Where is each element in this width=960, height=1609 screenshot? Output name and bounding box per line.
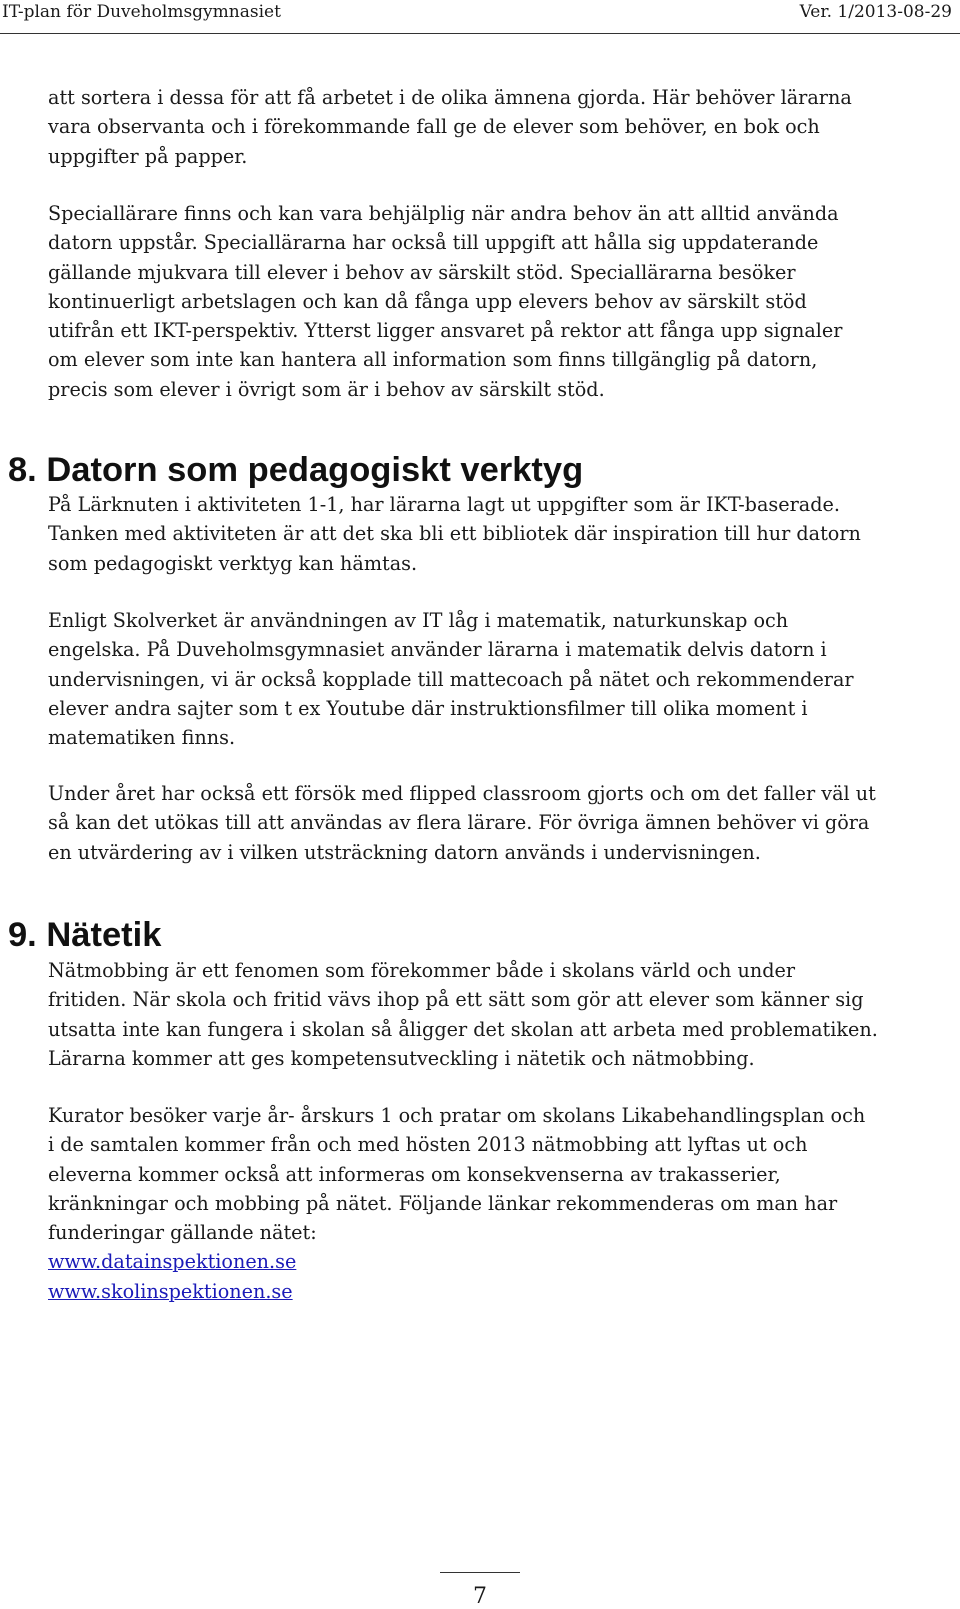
page-number: 7: [473, 1584, 487, 1609]
paragraph: att sortera i dessa för att få arbetet i de olika ämnena gjorda. Här behöver lärarna vara observanta och i förekommande fall ge de elever som behöver, en bok och uppgifter på papper.: [48, 86, 852, 168]
paragraph-intro-continued: [48, 83, 948, 171]
paragraph-larknuten: [48, 490, 948, 578]
paragraph-flipped-classroom: [48, 779, 948, 867]
paragraph-skolverket: [48, 606, 948, 752]
paragraph: Enligt Skolverket är användningen av IT låg i matematik, naturkunskap och engelska. På Duveholmsgymnasiet använder lärarna i matematik delvis datorn i undervisningen, vi är också kopplade till mattecoach på nätet och rekommenderar elever andra sajter som t ex Youtube där instruktionsfilmer till olika moment i matematiken finns.: [48, 609, 854, 750]
paragraph: Speciallärare finns och kan vara behjälplig när andra behov än att alltid använda datorn uppstår. Speciallärarna har också till uppgift att hålla sig uppdaterande gällande mjukvara till elever i behov av särskilt stöd. Speciallärarna besöker kontinuerligt arbetslagen och kan då fånga upp elevers behov av särskilt stöd utifrån ett IKT-perspektiv. Ytterst ligger ansvaret på rektor att fånga upp signaler om elever som inte kan hantera all information som finns tillgänglig på datorn, precis som elever i övrigt som är i behov av särskilt stöd.: [48, 202, 843, 401]
link-skolinspektionen[interactable]: www.skolinspektionen.se: [48, 1279, 293, 1303]
paragraph-kurator: [48, 1101, 948, 1306]
header-divider: [0, 33, 960, 34]
footer-divider: [440, 1572, 520, 1573]
paragraph-natmobbing: [48, 956, 948, 1073]
section-heading-9: 9. Nätetik: [8, 916, 162, 954]
document-title: IT-plan för Duveholmsgymnasiet: [2, 2, 281, 22]
paragraph: Nätmobbing är ett fenomen som förekommer både i skolans värld och under fritiden. När skola och fritid vävs ihop på ett sätt som gör att elever som känner sig utsatta inte kan fungera i skolan så åligger det skolan att arbeta med problematiken. Lärarna kommer att ges kompetensutveckling i nätetik och nätmobbing.: [48, 959, 878, 1070]
section-heading-8: 8. Datorn som pedagogiskt verktyg: [8, 451, 584, 489]
link-datainspektionen[interactable]: www.datainspektionen.se: [48, 1250, 297, 1274]
document-version: Ver. 1/2013-08-29: [799, 2, 952, 22]
paragraph: Kurator besöker varje år- årskurs 1 och pratar om skolans Likabehandlingsplan och i de samtalen kommer från och med hösten 2013 nätmobbing att lyftas ut och eleverna kommer också att informeras om konsekvenserna av trakasserier, kränkningar och mobbing på nätet. Följande länkar rekommenderas om man har funderingar gällande nätet:: [48, 1104, 866, 1245]
paragraph-special-teachers: [48, 199, 948, 404]
paragraph: Under året har också ett försök med flipped classroom gjorts och om det faller väl ut så kan det utökas till att användas av flera lärare. För övriga ämnen behöver vi göra en utvärdering av i vilken utsträckning datorn används i undervisningen.: [48, 782, 876, 864]
paragraph: På Lärknuten i aktiviteten 1-1, har lärarna lagt ut uppgifter som är IKT-baserade. Tanken med aktiviteten är att det ska bli ett bibliotek där inspiration till hur datorn som pedagogiskt verktyg kan hämtas.: [48, 493, 861, 575]
